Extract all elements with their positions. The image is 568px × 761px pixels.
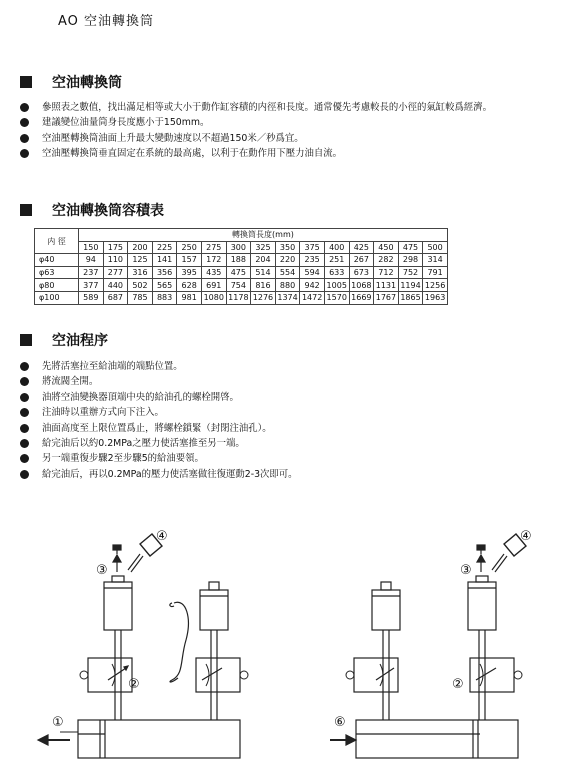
step-label-3-left: ③ [96, 563, 108, 578]
volume-cell: 282 [374, 254, 399, 267]
step-label-1: ① [52, 715, 64, 730]
table-row [35, 266, 448, 279]
volume-cell: 314 [423, 254, 448, 267]
volume-cell: 141 [152, 254, 177, 267]
length-header-cell: 350 [275, 241, 300, 254]
section-heading-converter [20, 72, 122, 92]
volume-cell: 1669 [349, 291, 374, 304]
table-header-row [35, 229, 448, 242]
square-bullet-icon [20, 334, 32, 346]
list-item-text: 油面高度至上限位置爲止，將螺栓鎖緊（封閉注油孔）。 [42, 422, 272, 434]
length-header-cell: 225 [152, 241, 177, 254]
right-assembly [330, 534, 526, 758]
step-label-6: ⑥ [334, 715, 346, 730]
left-flow-valve [88, 658, 132, 692]
volume-cell: 277 [103, 266, 128, 279]
volume-cell: 687 [103, 291, 128, 304]
bullet-dot-icon [20, 149, 29, 158]
left-converter-tank [104, 582, 132, 630]
table-row [35, 291, 448, 304]
step-label-2-left: ② [128, 677, 140, 692]
volume-table [34, 228, 448, 305]
list-item [18, 436, 548, 451]
volume-cell: 1005 [324, 279, 349, 292]
volume-cell: 673 [349, 266, 374, 279]
list-item [18, 467, 548, 482]
volume-cell: 251 [324, 254, 349, 267]
volume-cell: 1256 [423, 279, 448, 292]
list-item-text: 空油壓轉換筒垂直固定在系統的最高處，以利于在動作用下壓力油自流。 [42, 148, 343, 160]
bullet-dot-icon [20, 118, 29, 127]
volume-cell: 1374 [275, 291, 300, 304]
volume-cell: 880 [275, 279, 300, 292]
list-item [18, 451, 548, 466]
diameter-cell: φ40 [35, 254, 79, 267]
volume-cell: 754 [226, 279, 251, 292]
volume-cell: 816 [251, 279, 276, 292]
volume-cell: 1131 [374, 279, 399, 292]
bullet-dot-icon [20, 408, 29, 417]
diameter-cell: φ100 [35, 291, 79, 304]
volume-cell: 691 [201, 279, 226, 292]
volume-table-body [35, 254, 448, 304]
volume-cell: 752 [398, 266, 423, 279]
bullet-dot-icon [20, 134, 29, 143]
length-header-cell: 275 [201, 241, 226, 254]
volume-cell: 298 [398, 254, 423, 267]
right-converter-cap [476, 576, 488, 582]
list-item-text: 將流閥全開。 [42, 376, 99, 388]
list-item [18, 359, 548, 374]
volume-cell: 1865 [398, 291, 423, 304]
bullet-dot-icon [20, 454, 29, 463]
volume-cell: 628 [177, 279, 202, 292]
bullet-dot-icon [20, 470, 29, 479]
length-header-cell: 375 [300, 241, 325, 254]
list-item [18, 115, 548, 130]
step-label-4-right: ④ [520, 529, 532, 544]
volume-cell: 475 [226, 266, 251, 279]
volume-cell: 1068 [349, 279, 374, 292]
volume-cell: 1178 [226, 291, 251, 304]
volume-cell: 594 [300, 266, 325, 279]
volume-cell: 981 [177, 291, 202, 304]
square-bullet-icon [20, 204, 32, 216]
right-flow-valve-2 [470, 658, 514, 692]
list-item-text: 注油時以重辦方式向下注入。 [42, 407, 164, 419]
volume-cell: 440 [103, 279, 128, 292]
left-converter-2-plug [209, 582, 219, 590]
volume-cell: 235 [300, 254, 325, 267]
length-header-cell: 300 [226, 241, 251, 254]
left-flow-valve-2 [196, 658, 240, 692]
right-cylinder [356, 720, 518, 758]
section-heading-text: 空油轉換筒 [52, 75, 122, 91]
bullet-dot-icon [20, 424, 29, 433]
section-heading-volume-table [20, 200, 164, 220]
left-converter-cap [112, 576, 124, 582]
procedure-list [18, 359, 548, 482]
square-bullet-icon [20, 76, 32, 88]
step-label-2-right: ② [452, 677, 464, 692]
diameter-cell: φ63 [35, 266, 79, 279]
volume-cell: 94 [79, 254, 104, 267]
section-heading-text: 空油程序 [52, 333, 108, 349]
list-item-text: 建議變位油量筒身長度應小于150mm。 [42, 117, 210, 129]
length-header-cell: 475 [398, 241, 423, 254]
volume-cell: 125 [128, 254, 153, 267]
list-item [18, 146, 548, 161]
volume-cell: 589 [79, 291, 104, 304]
hose [170, 602, 188, 682]
volume-cell: 1472 [300, 291, 325, 304]
volume-cell: 157 [177, 254, 202, 267]
volume-cell: 785 [128, 291, 153, 304]
list-item [18, 100, 548, 115]
list-item-text: 給完油后以約0.2MPa之壓力使活塞推至另一端。 [42, 438, 245, 450]
list-item [18, 421, 548, 436]
list-item-text: 參照表之數值，找出滿足相等或大小于動作缸容積的内徑和長度。通常優先考慮較長的小徑的氣缸較爲經濟。 [42, 102, 493, 113]
length-header-cell: 150 [79, 241, 104, 254]
length-header-cell: 500 [423, 241, 448, 254]
volume-cell: 1570 [324, 291, 349, 304]
bullet-dot-icon [20, 439, 29, 448]
plug-icon [477, 545, 485, 550]
step-label-3-right: ③ [460, 563, 472, 578]
length-header-cell: 450 [374, 241, 399, 254]
volume-cell: 1080 [201, 291, 226, 304]
bullet-dot-icon [20, 377, 29, 386]
volume-cell: 1276 [251, 291, 276, 304]
volume-cell: 316 [128, 266, 153, 279]
diameter-cell: φ80 [35, 279, 79, 292]
length-header-cell: 175 [103, 241, 128, 254]
volume-cell: 356 [152, 266, 177, 279]
left-assembly [38, 534, 248, 758]
volume-cell: 791 [423, 266, 448, 279]
table-corner-header: 内 徑 [35, 229, 79, 254]
list-item [18, 390, 548, 405]
list-item-text: 給完油后，再以0.2MPa的壓力使活塞做往復運動2-3次即可。 [42, 468, 298, 480]
volume-cell: 1767 [374, 291, 399, 304]
volume-cell: 502 [128, 279, 153, 292]
volume-cell: 942 [300, 279, 325, 292]
volume-cell: 554 [275, 266, 300, 279]
volume-cell: 435 [201, 266, 226, 279]
volume-cell: 514 [251, 266, 276, 279]
list-item-text: 油將空油變換器頂端中央的給油孔的螺栓開啓。 [42, 391, 239, 403]
plug-icon [113, 545, 121, 550]
volume-cell: 1194 [398, 279, 423, 292]
right-converter-plug [381, 582, 391, 590]
right-converter-tank-2 [468, 582, 496, 630]
volume-cell: 395 [177, 266, 202, 279]
volume-cell: 220 [275, 254, 300, 267]
volume-cell: 883 [152, 291, 177, 304]
oil-filling-diagram [0, 520, 568, 761]
table-row [35, 254, 448, 267]
volume-cell: 267 [349, 254, 374, 267]
right-flow-valve [354, 658, 398, 692]
volume-cell: 633 [324, 266, 349, 279]
left-cylinder [78, 720, 240, 758]
step-label-4-left: ④ [156, 529, 168, 544]
bullet-dot-icon [20, 103, 29, 112]
section-heading-text: 空油轉換筒容積表 [52, 203, 164, 219]
bullet-dot-icon [20, 393, 29, 402]
length-header-cell: 200 [128, 241, 153, 254]
volume-cell: 1963 [423, 291, 448, 304]
section-heading-procedure [20, 330, 108, 350]
length-header-cell: 250 [177, 241, 202, 254]
length-group-header: 轉換筒長度(mm) [79, 229, 448, 242]
list-item [18, 131, 548, 146]
volume-cell: 565 [152, 279, 177, 292]
converter-notes-list [18, 100, 548, 162]
volume-cell: 204 [251, 254, 276, 267]
length-header-cell: 425 [349, 241, 374, 254]
list-item [18, 374, 548, 389]
volume-cell: 377 [79, 279, 104, 292]
length-header-cell: 400 [324, 241, 349, 254]
volume-cell: 110 [103, 254, 128, 267]
volume-cell: 188 [226, 254, 251, 267]
length-header-cell: 325 [251, 241, 276, 254]
volume-cell: 237 [79, 266, 104, 279]
list-item-text: 另一端重復步驟2至步驟5的給油要領。 [42, 453, 204, 465]
list-item-text: 空油壓轉換筒油面上升最大變動速度以不超過150米／秒爲宜。 [42, 132, 304, 144]
length-header-row [35, 241, 448, 254]
list-item [18, 405, 548, 420]
volume-cell: 712 [374, 266, 399, 279]
volume-cell: 172 [201, 254, 226, 267]
document-title: AO 空油轉換筒 [58, 14, 155, 29]
bullet-dot-icon [20, 362, 29, 371]
table-row [35, 279, 448, 292]
list-item-text: 先將活塞拉至給油端的端點位置。 [42, 361, 183, 372]
